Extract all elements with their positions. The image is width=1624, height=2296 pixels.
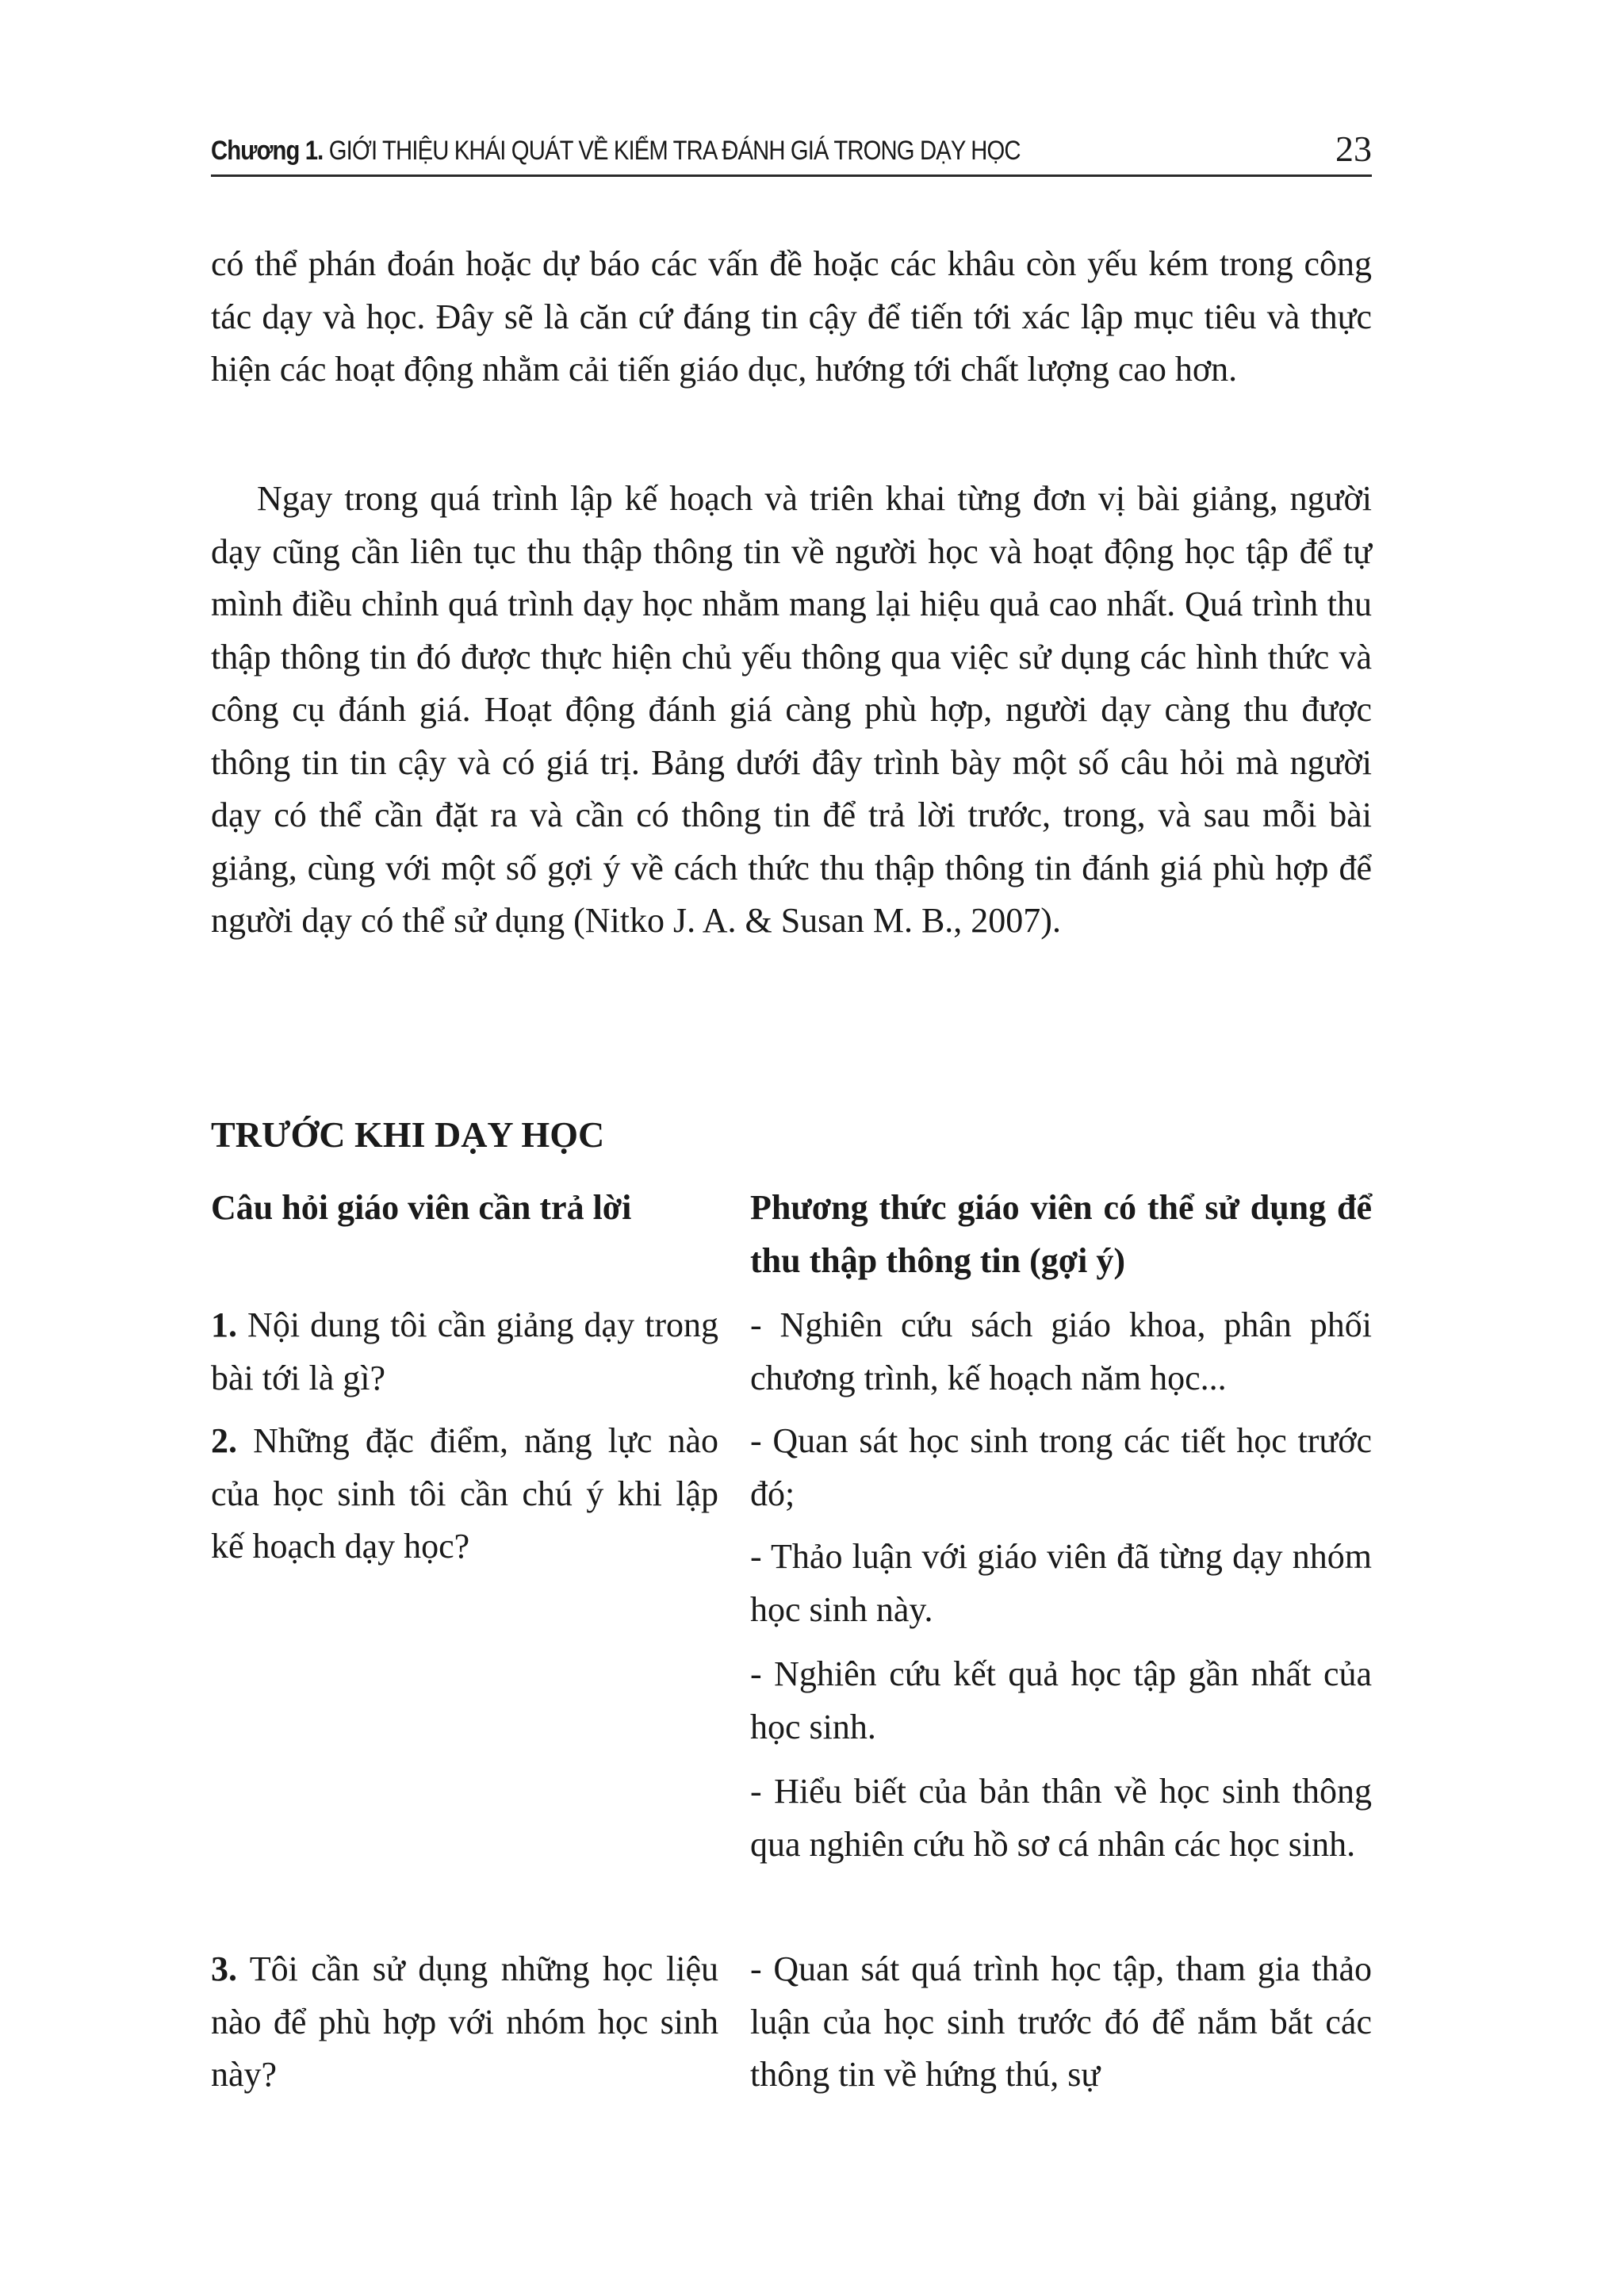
chapter-heading — [211, 136, 1021, 167]
paragraph-text: có thể phán đoán hoặc dự báo các vấn đề hoặc các khâu còn yếu kém trong công tác dạy và học. Đây sẽ là căn cứ đáng tin cậy để tiến tới xác lập mục tiêu và thực hiện các hoạt động nhằm cải tiến giáo dục, hướng tới chất lượng cao hơn. — [211, 244, 1372, 389]
question-2 — [211, 1415, 718, 1573]
chapter-title: GIỚI THIỆU KHÁI QUÁT VỀ KIỂM TRA ĐÁNH GIÁ TRONG DẠY HỌC — [328, 136, 1021, 166]
question-number: 3. — [211, 1949, 237, 1988]
section-title: TRƯỚC KHI DẠY HỌC — [211, 1114, 605, 1155]
answer-2-1: - Quan sát học sinh trong các tiết học trước đó; — [750, 1421, 1372, 1513]
answer-2-3: - Nghiên cứu kết quả học tập gần nhất của học sinh. — [750, 1654, 1372, 1746]
answer-3-1: - Quan sát quá trình học tập, tham gia thảo luận của học sinh trước đó để nắm bắt các thông tin về hứng thú, sự — [750, 1949, 1372, 2094]
answer-2-2: - Thảo luận với giáo viên đã từng dạy nhóm học sinh này. — [750, 1537, 1372, 1629]
column-header-methods: Phương thức giáo viên có thể sử dụng để thu thập thông tin (gợi ý) — [750, 1188, 1372, 1280]
question-text: Những đặc điểm, năng lực nào của học sinh tôi cần chú ý khi lập kế hoạch dạy học? — [211, 1421, 719, 1566]
question-text: Tôi cần sử dụng những học liệu nào để phù hợp với nhóm học sinh này? — [211, 1949, 718, 2094]
question-3 — [211, 1943, 718, 2102]
question-text: Nội dung tôi cần giảng dạy trong bài tới là gì? — [211, 1305, 718, 1397]
question-number: 1. — [211, 1305, 237, 1344]
running-header — [211, 119, 1372, 177]
page-number: 23 — [1335, 128, 1372, 169]
chapter-label: Chương 1. — [211, 136, 324, 166]
answer-1-1: - Nghiên cứu sách giáo khoa, phân phối chương trình, kế hoạch năm học... — [750, 1305, 1372, 1397]
answer-2-4: - Hiểu biết của bản thân về học sinh thông qua nghiên cứu hồ sơ cá nhân các học sinh. — [750, 1772, 1372, 1864]
paragraph-2 — [211, 473, 1372, 948]
question-number: 2. — [211, 1421, 237, 1460]
paragraph-1 — [211, 238, 1372, 397]
question-1 — [211, 1299, 718, 1405]
column-header-questions: Câu hỏi giáo viên cần trả lời — [211, 1188, 632, 1227]
paragraph-text: Ngay trong quá trình lập kế hoạch và triên khai từng đơn vị bài giảng, người dạy cũng cần liên tục thu thập thông tin về người học và hoạt động học tập để tự mình điều chỉnh quá trình dạy học nhằm mang lại hiệu quả cao nhất. Quá trình thu thập thông tin đó được thực hiện chủ yếu thông qua việc sử dụng các hình thức và công cụ đánh giá. Hoạt động đánh giá càng phù hợp, người dạy càng thu được thông tin tin cậy và có giá trị. Bảng dưới đây trình bày một số câu hỏi mà người dạy có thể cần đặt ra và cần có thông tin để trả lời trước, trong, và sau mỗi bài giảng, cùng với một số gợi ý về cách thức thu thập thông tin đánh giá phù hợp để người dạy có thể sử dụng (Nitko J. A. & Susan M. B., 2007). — [211, 479, 1372, 940]
